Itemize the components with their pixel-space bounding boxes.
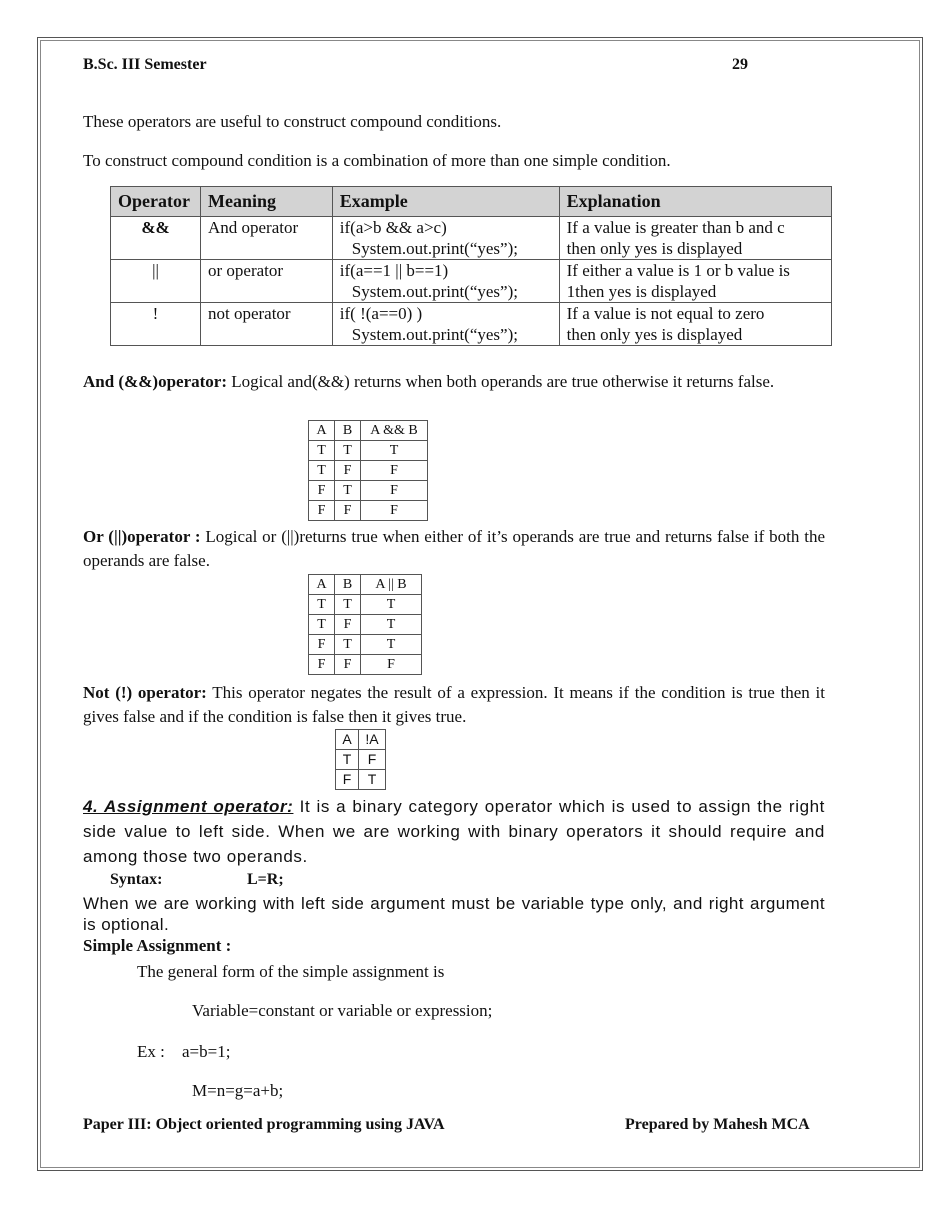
- table-row: [309, 595, 422, 615]
- example-line: System.out.print(“yes”);: [351, 282, 518, 301]
- truth-cell: T: [361, 615, 422, 635]
- assignment-operator-paragraph: [83, 794, 825, 869]
- truth-cell: F: [335, 461, 361, 481]
- explanation-line: If a value is greater than b and c: [566, 218, 785, 237]
- table-row: [309, 615, 422, 635]
- truth-cell: F: [361, 655, 422, 675]
- truth-cell: F: [361, 481, 428, 501]
- explanation-line: If either a value is 1 or b value is: [566, 261, 790, 280]
- and-truth-table: [308, 420, 428, 521]
- table-row: [111, 217, 832, 260]
- example-2: M=n=g=a+b;: [192, 1081, 284, 1100]
- truth-table-header: [336, 730, 386, 750]
- not-operator-paragraph: [83, 681, 825, 729]
- truth-cell: T: [361, 635, 422, 655]
- simple-assignment-heading: Simple Assignment :: [83, 936, 232, 955]
- explanation-cell: [559, 217, 831, 260]
- column-header-example: Example: [332, 187, 559, 217]
- table-row: [309, 481, 428, 501]
- meaning-cell: or operator: [200, 260, 332, 303]
- example-line: if(a>b && a>c): [339, 218, 447, 237]
- truth-cell: T: [309, 441, 335, 461]
- operator-cell: &&: [111, 217, 201, 260]
- truth-table-header: [309, 421, 428, 441]
- or-operator-paragraph: [83, 525, 825, 573]
- column-header-meaning: Meaning: [200, 187, 332, 217]
- truth-cell: F: [359, 750, 386, 770]
- operator-cell: ||: [111, 260, 201, 303]
- truth-cell: F: [309, 481, 335, 501]
- table-row: [111, 303, 832, 346]
- truth-header-a: A: [309, 421, 335, 441]
- table-row: [111, 260, 832, 303]
- table-row: [336, 770, 386, 790]
- truth-cell: F: [309, 655, 335, 675]
- example-cell: [332, 217, 559, 260]
- and-operator-paragraph: [83, 370, 825, 394]
- intro-paragraph-1: These operators are useful to construct compound conditions.: [83, 112, 502, 131]
- truth-header-result: A || B: [361, 575, 422, 595]
- example-line: if(a==1 || b==1): [339, 261, 449, 280]
- meaning-cell: And operator: [200, 217, 332, 260]
- explanation-line: then only yes is displayed: [566, 325, 743, 344]
- table-row: [336, 750, 386, 770]
- truth-cell: T: [309, 595, 335, 615]
- operator-table-header: [111, 187, 832, 217]
- explanation-cell: [559, 303, 831, 346]
- truth-header-result: A && B: [361, 421, 428, 441]
- table-row: [309, 501, 428, 521]
- operator-cell: !: [111, 303, 201, 346]
- table-row: [309, 441, 428, 461]
- example-label: Ex :: [137, 1042, 165, 1061]
- table-row: [309, 461, 428, 481]
- assignment-operator-heading: 4. Assignment operator:: [83, 797, 294, 816]
- truth-cell: F: [309, 635, 335, 655]
- column-header-operator: Operator: [111, 187, 201, 217]
- truth-cell: F: [336, 770, 359, 790]
- truth-cell: T: [335, 595, 361, 615]
- footer-right: Prepared by Mahesh MCA: [625, 1116, 810, 1133]
- table-row: [309, 635, 422, 655]
- and-operator-label: And (&&)operator:: [83, 372, 227, 391]
- truth-cell: T: [361, 441, 428, 461]
- truth-cell: F: [361, 461, 428, 481]
- explanation-cell: [559, 260, 831, 303]
- meaning-cell: not operator: [200, 303, 332, 346]
- example-cell: [332, 303, 559, 346]
- truth-cell: F: [309, 501, 335, 521]
- operator-table: [110, 186, 832, 346]
- assignment-operator-text: It is a binary category operator which is used to assign the right side value to left side. When we are working with binary operators it should require and among those two operands.: [83, 797, 825, 866]
- general-form-expression: Variable=constant or variable or expression;: [192, 1001, 493, 1020]
- table-row: [309, 655, 422, 675]
- example-line: System.out.print(“yes”);: [351, 325, 518, 344]
- page-number: 29: [732, 56, 748, 73]
- explanation-line: If a value is not equal to zero: [566, 304, 765, 323]
- truth-cell: T: [335, 635, 361, 655]
- or-operator-label: Or (||)operator :: [83, 527, 201, 546]
- explanation-line: then only yes is displayed: [566, 239, 743, 258]
- truth-cell: T: [359, 770, 386, 790]
- truth-header-result: !A: [359, 730, 386, 750]
- truth-cell: T: [309, 461, 335, 481]
- syntax-label: Syntax:: [110, 871, 163, 888]
- syntax-value: L=R;: [247, 871, 284, 888]
- column-header-explanation: Explanation: [559, 187, 831, 217]
- truth-cell: T: [335, 441, 361, 461]
- truth-cell: T: [361, 595, 422, 615]
- truth-table-header: [309, 575, 422, 595]
- and-operator-text: Logical and(&&) returns when both operands are true otherwise it returns false.: [227, 372, 775, 391]
- example-1: a=b=1;: [182, 1042, 231, 1061]
- general-form-text: The general form of the simple assignment is: [137, 962, 445, 981]
- example-line: if( !(a==0) ): [339, 304, 423, 323]
- header-title: B.Sc. III Semester: [83, 56, 207, 73]
- footer-left: Paper III: Object oriented programming using JAVA: [83, 1116, 445, 1133]
- example-cell: [332, 260, 559, 303]
- assignment-note: When we are working with left side argument must be variable type only, and right argument is optional.: [83, 894, 825, 934]
- explanation-line: 1then yes is displayed: [566, 282, 717, 301]
- not-truth-table: [335, 729, 386, 790]
- truth-header-a: A: [309, 575, 335, 595]
- example-line: System.out.print(“yes”);: [351, 239, 518, 258]
- not-operator-label: Not (!) operator:: [83, 683, 207, 702]
- truth-cell: T: [336, 750, 359, 770]
- truth-header-a: A: [336, 730, 359, 750]
- intro-paragraph-2: To construct compound condition is a combination of more than one simple condition.: [83, 151, 671, 170]
- truth-cell: F: [335, 501, 361, 521]
- truth-cell: T: [335, 481, 361, 501]
- not-operator-text: This operator negates the result of a expression. It means if the condition is true then it gives false and if the condition is false then it gives true.: [83, 683, 825, 726]
- truth-header-b: B: [335, 421, 361, 441]
- truth-header-b: B: [335, 575, 361, 595]
- truth-cell: T: [309, 615, 335, 635]
- truth-cell: F: [335, 655, 361, 675]
- or-operator-text: Logical or (||)returns true when either of it’s operands are true and returns false if both the operands are false.: [83, 527, 825, 570]
- truth-cell: F: [361, 501, 428, 521]
- or-truth-table: [308, 574, 422, 675]
- truth-cell: F: [335, 615, 361, 635]
